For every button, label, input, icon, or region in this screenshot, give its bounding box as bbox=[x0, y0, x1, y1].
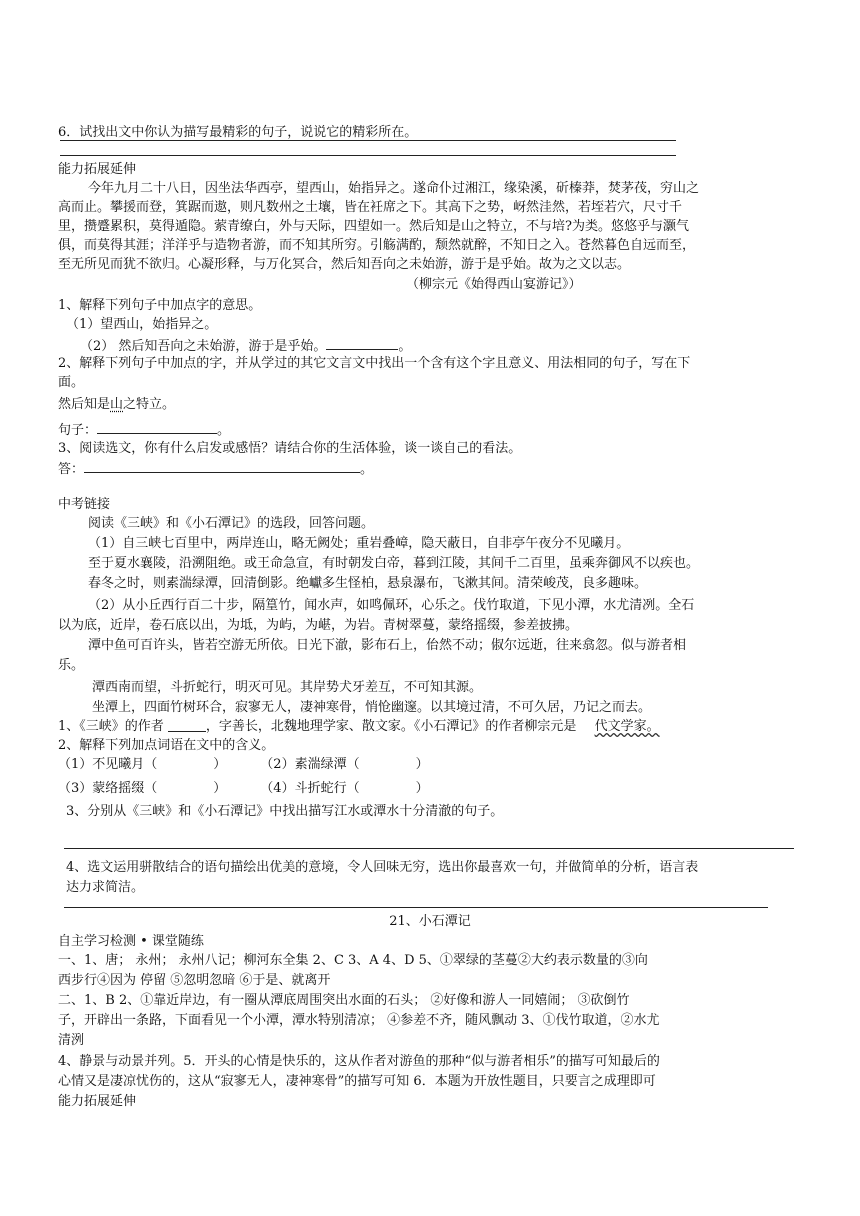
exercise-2-sentence: 然后知是山之特立。 bbox=[58, 397, 176, 412]
exercise-3-answer: 答： 。 bbox=[58, 459, 373, 479]
answer-line-text: 二、1、B 2、①靠近岸边，有一圈从潭底周围突出水面的石头； ②好像和游人一同嬉闹； ③砍倒竹 bbox=[58, 993, 630, 1008]
answer-line bbox=[64, 848, 794, 849]
wavy-underlined-text: 代文学家。 bbox=[594, 719, 660, 734]
exercise-2: 2、解释下列句子中加点的字，并从学过的其它文言文中找出一个含有这个字且意义、用法相同的句子，写在下 bbox=[58, 356, 691, 371]
exercise-2-answer: 句子： 。 bbox=[58, 420, 230, 440]
fill-blank[interactable] bbox=[84, 459, 360, 473]
answer-line bbox=[64, 907, 768, 908]
exam-q2-row2: （3）蒙络摇缀（ ） （4）斗折蛇行（ ） bbox=[58, 781, 429, 796]
fill-blank[interactable] bbox=[326, 336, 398, 350]
passage-source: （柳宗元《始得西山宴游记》） bbox=[406, 277, 582, 292]
passage-line: 以为底，近岸，卷石底以出，为坻，为屿，为嵁，为岩。青树翠蔓，蒙络摇缀，参差披拂。 bbox=[58, 618, 579, 633]
answer-section-title: 21、小石潭记 bbox=[389, 914, 471, 929]
passage-line: 高而止。攀援而登，箕踞而遨，则凡数州之土壤，皆在衽席之下。其高下之势，岈然洼然，若垤若穴，尺寸千 bbox=[58, 200, 683, 215]
exam-q4: 4、选文运用骈散结合的语句描绘出优美的意境，令人回味无穷，选出你最喜欢一句，并做简单的分析，语言表 bbox=[66, 860, 699, 875]
answer-line bbox=[60, 155, 676, 156]
answer-line-text: 一、1、唐； 永州； 永州八记；柳河东全集 2、C 3、A 4、D 5、①翠绿的茎蔓②大约表示数量的③向 bbox=[58, 953, 648, 968]
exam-q2-row1: （1）不见曦月（ ） （2）素湍绿潭（ ） bbox=[58, 757, 429, 772]
answer-line bbox=[60, 140, 676, 141]
item-text: （2） 然后知吾向之未始游，游于是乎始。 bbox=[80, 339, 327, 354]
exam-q4-cont: 达力求简洁。 bbox=[66, 880, 145, 895]
exercise-1-item-1: （1）望西山，始指异之。 bbox=[66, 317, 218, 332]
passage-line: 春冬之时，则素湍绿潭，回清倒影。绝巘多生怪柏，悬泉瀑布，飞漱其间。清荣峻茂，良多趣味。 bbox=[88, 576, 648, 591]
answer-line-text: 心情又是凄凉忧伤的，这从“寂寥无人，凄神寒骨”的描写可知 6．本题为开放性题目，只要言之成理即可 bbox=[58, 1074, 656, 1089]
section-heading-extension: 能力拓展延伸 bbox=[58, 162, 137, 177]
passage-line: （1）自三峡七百里中，两岸连山，略无阙处；重岩叠嶂，隐天蔽日，自非亭午夜分不见曦月。 bbox=[88, 536, 630, 551]
exam-q1: 1、《三峡》的作者 ，字善长，北魏地理学家、散文家。《小石潭记》的作者柳宗元是 代文学家。 bbox=[58, 719, 660, 734]
fill-blank[interactable] bbox=[168, 721, 206, 732]
passage-line: 潭中鱼可百许头，皆若空游无所依。日光下澈，影布石上，佁然不动；俶尔远逝，往来翕忽。似与游者相 bbox=[88, 638, 687, 653]
passage-line: 坐潭上，四面竹树环合，寂寥无人，凄神寒骨，悄怆幽邃。以其境过清，不可久居，乃记之而去。 bbox=[92, 700, 652, 715]
exercise-1-item-2: （2） 然后知吾向之未始游，游于是乎始。 。 bbox=[80, 336, 411, 356]
passage-line: 里，攒蹙累积，莫得遁隐。萦青缭白，外与天际，四望如一。然后知是山之特立，不与培?为类。悠悠乎与灏气 bbox=[58, 219, 689, 234]
passage-line: （2）从小丘西行百二十步，隔篁竹，闻水声，如鸣佩环，心乐之。伐竹取道，下见小潭，水尤清冽。全石 bbox=[88, 598, 695, 613]
passage-line: 潭西南而望，斗折蛇行，明灭可见。其岸势犬牙差互，不可知其源。 bbox=[92, 680, 483, 695]
answer-line-text: 西步行④因为 停留 ⑤忽明忽暗 ⑥于是、就离开 bbox=[58, 973, 331, 988]
passage-line: 俱，而莫得其涯；洋洋乎与造物者游，而不知其所穷。引觞满酌，颓然就醉，不知日之入。苍然暮色自远而至， bbox=[58, 238, 696, 253]
answer-line-text: 子，开辟出一条路，下面看见一个小潭，潭水特别清凉； ④参差不齐，随风飘动 3、①伐竹取道，②水尤 bbox=[58, 1013, 660, 1028]
passage-line: 今年九月二十八日，因坐法华西亭，望西山，始指异之。遂命仆过湘江，缘染溪，斫榛莽，焚茅茷，穷山之 bbox=[88, 181, 700, 196]
exercise-1: 1、解释下列句子中加点字的意思。 bbox=[58, 298, 262, 313]
dotted-char: 山 bbox=[110, 397, 124, 412]
answer-line-text: 自主学习检测 • 课堂随练 bbox=[58, 934, 204, 949]
answer-line-text: 4、静景与动景并列。5．开头的心情是快乐的，这从作者对游鱼的那种“似与游者相乐”的描写可知最后的 bbox=[58, 1054, 660, 1069]
answer-line-text: 能力拓展延伸 bbox=[58, 1094, 137, 1109]
exam-q2: 2、解释下列加点词语在文中的含义。 bbox=[58, 738, 275, 753]
section-heading-exam: 中考链接 bbox=[58, 497, 111, 512]
passage-line: 至于夏水襄陵，沿溯阻绝。或王命急宣，有时朝发白帝，暮到江陵，其间千二百里，虽乘奔御风不以疾也。 bbox=[88, 556, 700, 571]
answer-line-text: 清洌 bbox=[58, 1033, 85, 1048]
question-6: 6．试找出文中你认为描写最精彩的句子，说说它的精彩所在。 bbox=[58, 125, 418, 140]
exam-q3: 3、分别从《三峡》和《小石潭记》中找出描写江水或潭水十分清澈的句子。 bbox=[66, 804, 504, 819]
exercise-3: 3、阅读选文，你有什么启发或感悟？请结合你的生活体验，谈一谈自己的看法。 bbox=[58, 441, 522, 456]
exam-intro: 阅读《三峡》和《小石潭记》的选段，回答问题。 bbox=[88, 516, 375, 531]
passage-line: 至无所见而犹不欲归。心凝形释，与万化冥合，然后知吾向之未始游，游于是乎始。故为之文以志。 bbox=[58, 257, 631, 272]
exercise-2-cont: 面。 bbox=[58, 375, 85, 390]
passage-line: 乐。 bbox=[58, 658, 85, 673]
fill-blank[interactable] bbox=[97, 420, 217, 434]
